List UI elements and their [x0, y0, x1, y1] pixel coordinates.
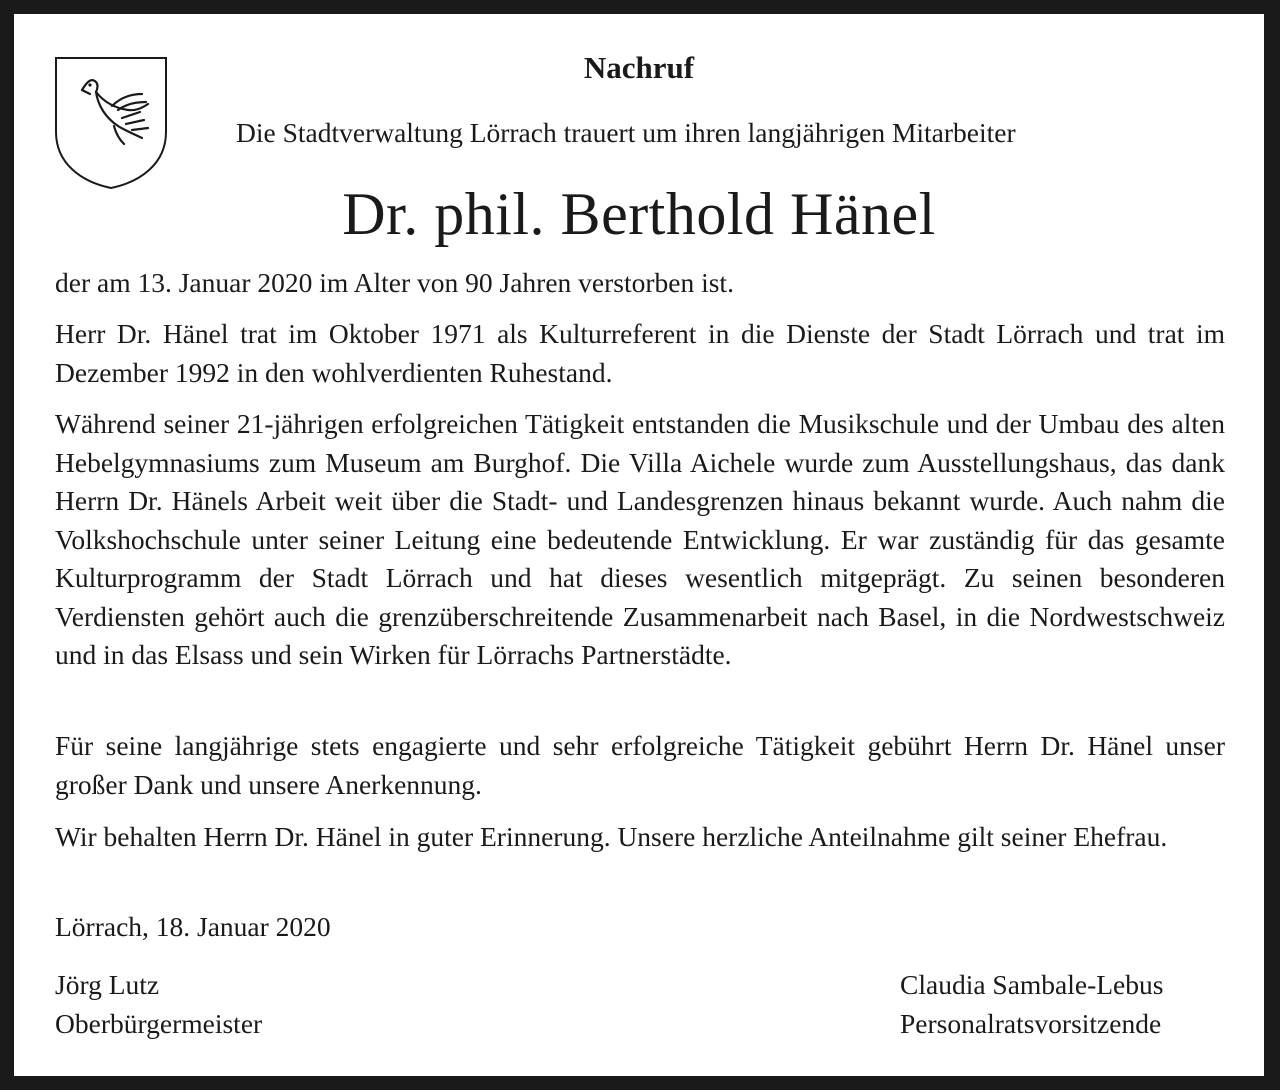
memory-paragraph: Wir behalten Herrn Dr. Hänel in guter Erinnerung. Unsere herzliche Anteilnahme gilt seiner Ehefrau. [55, 821, 1168, 852]
deceased-name: Dr. phil. Berthold Hänel [342, 181, 936, 247]
signature-left-title: Oberbürgermeister [55, 1007, 263, 1039]
signature-right-name: Claudia Sambale-Lebus [900, 969, 1164, 1000]
notice-intro: Die Stadtverwaltung Lörrach trauert um ihren langjährigen Mitarbeiter [236, 117, 1016, 148]
place-date: Lörrach, 18. Januar 2020 [55, 911, 331, 942]
obituary-notice [14, 14, 1264, 1076]
death-paragraph: der am 13. Januar 2020 im Alter von 90 Jahren verstorben ist. [55, 267, 734, 298]
career-paragraph: Herr Dr. Hänel trat im Oktober 1971 als Kulturreferent in die Dienste der Stadt Lörrach und trat im Dezember 1992 in den wohlverdienten Ruhestand. [55, 318, 1225, 388]
signature-right-title: Personalratsvorsitzende [900, 1007, 1162, 1039]
signature-left [55, 966, 262, 1043]
signature-left-name: Jörg Lutz [55, 969, 160, 1000]
work-paragraph: Während seiner 21-jährigen erfolgreichen Tätigkeit entstanden die Musikschule und der Umbau des alten Hebelgymnasiums zum Museum am Burghof. Die Villa Aichele wurde zum Ausstellungshaus, das dank Herrn Dr. Hänels Arbeit weit über die Stadt- und Landesgrenzen hinaus bekannt wurde. Auch nahm die Volkshochschule unter seiner Leitung eine bedeutende Entwicklung. Er war zuständig für das gesamte Kulturprogramm der Stadt Lörrach und hat dieses wesentlich mitgeprägt. Zu seinen besonderen Verdiensten gehört auch die grenzüberschreitende Zusammenarbeit nach Basel, in die Nordwestschweiz und in das Elsass und sein Wirken für Lörrachs Partnerstädte. [55, 408, 1225, 670]
notice-heading: Nachruf [583, 50, 695, 85]
signature-right [900, 966, 1163, 1043]
thanks-paragraph: Für seine langjährige stets engagierte und sehr erfolgreiche Tätigkeit gebührt Herrn Dr. Hänel unser großer Dank und unsere Anerkennung. [55, 730, 1225, 800]
